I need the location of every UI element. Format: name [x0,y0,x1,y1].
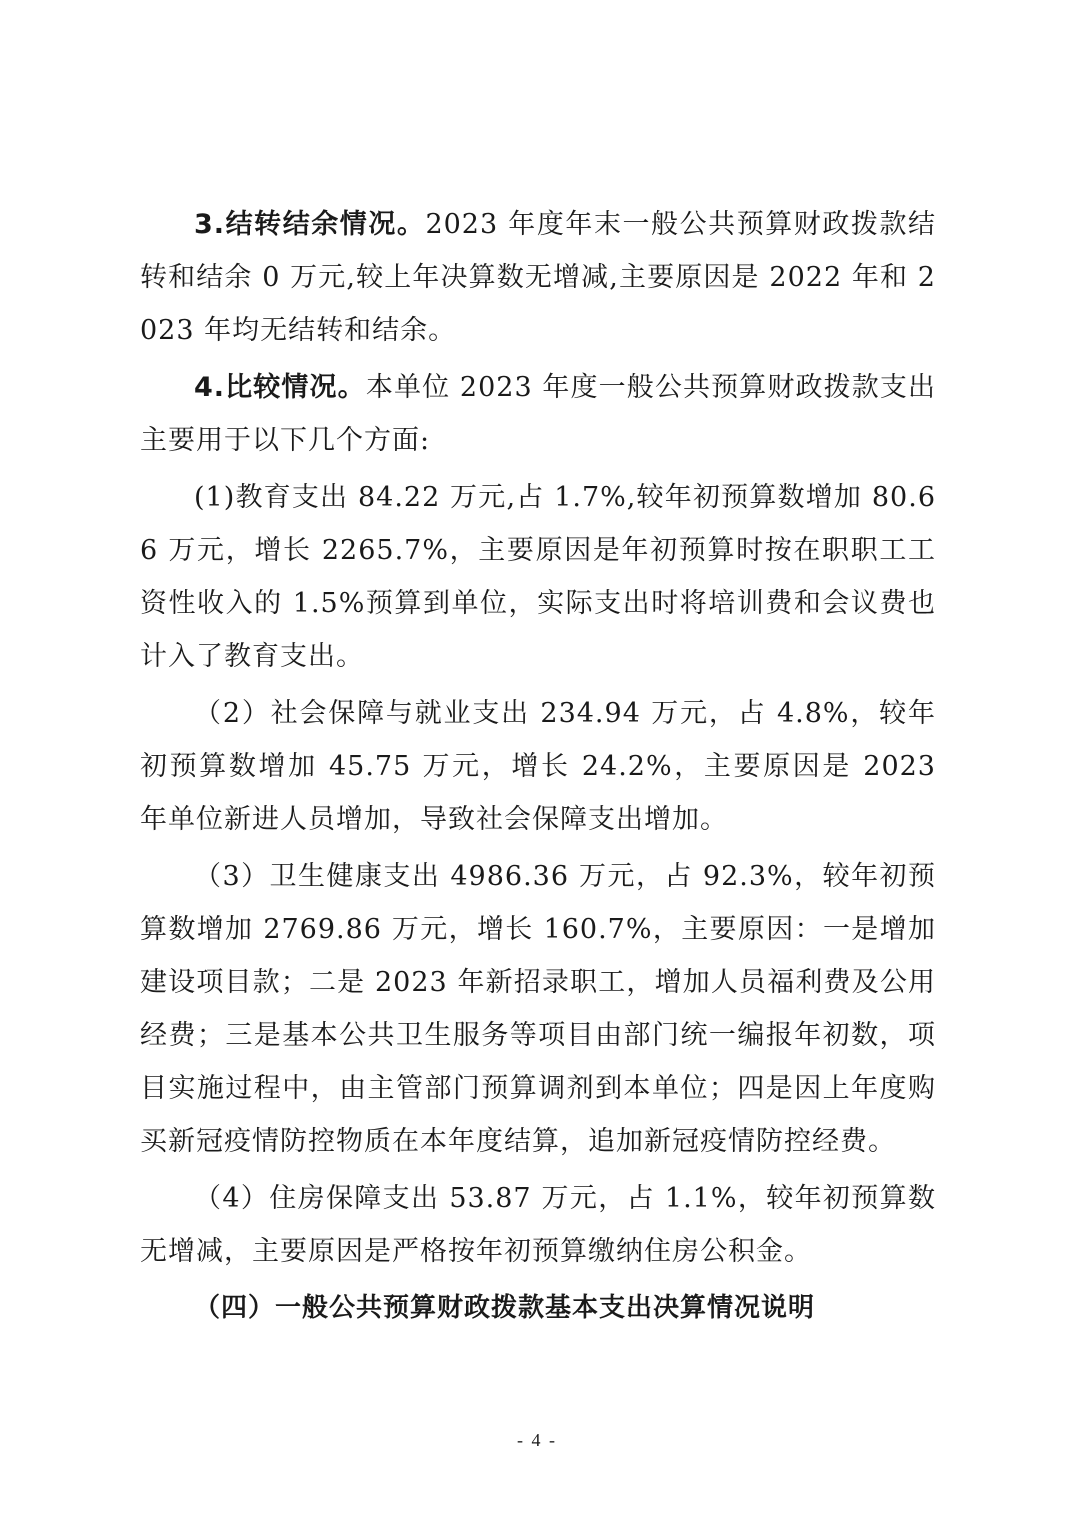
page-number: - 4 - [517,1430,557,1450]
paragraph-text: 2023 年度年末一般公共预算财政拨款结转和结余 0 万元,较上年决算数无增减,主要原因是 2022 年和 2023 年均无结转和结余。 [140,209,937,346]
paragraph-lead: 4.比较情况。 [194,372,366,403]
paragraph-social-security-expenditure [140,687,936,846]
paragraph-education-expenditure [140,471,936,683]
paragraph-lead: 3.结转结余情况。 [194,209,426,240]
section-heading: （四）一般公共预算财政拨款基本支出决算情况说明 [194,1293,816,1323]
paragraph-text: (1)教育支出 84.22 万元,占 1.7%,较年初预算数增加 80.66 万元，增长 2265.7%，主要原因是年初预算时按在职职工工资性收入的 1.5%预算到单位，实际支出时将培训费和会议费也计入了教育支出。 [140,482,936,672]
paragraph-text: （4）住房保障支出 53.87 万元，占 1.1%，较年初预算数无增减，主要原因是严格按年初预算缴纳住房公积金。 [140,1183,936,1267]
paragraph-health-expenditure [140,850,936,1168]
paragraph-text: （2）社会保障与就业支出 234.94 万元，占 4.8%，较年初预算数增加 45.75 万元，增长 24.2%，主要原因是 2023 年单位新进人员增加，导致社会保障支出增加。 [140,698,936,835]
paragraph-text: 本单位 2023 年度一般公共预算财政拨款支出主要用于以下几个方面: [140,372,936,456]
document-body [140,198,936,1335]
paragraph-comparison [140,361,936,467]
paragraph-text: （3）卫生健康支出 4986.36 万元，占 92.3%，较年初预算数增加 2769.86 万元，增长 160.7%，主要原因：一是增加建设项目款；二是 2023 年新招录职工，增加人员福利费及公用经费；三是基本公共卫生服务等项目由部门统一编报年初数，项目实施过程中，由主管部门预算调剂到本单位；四是因上年度购买新冠疫情防控物质在本年度结算，追加新冠疫情防控经费。 [140,861,936,1157]
paragraph-housing-expenditure [140,1172,936,1278]
paragraph-carryover-balance [140,198,936,357]
